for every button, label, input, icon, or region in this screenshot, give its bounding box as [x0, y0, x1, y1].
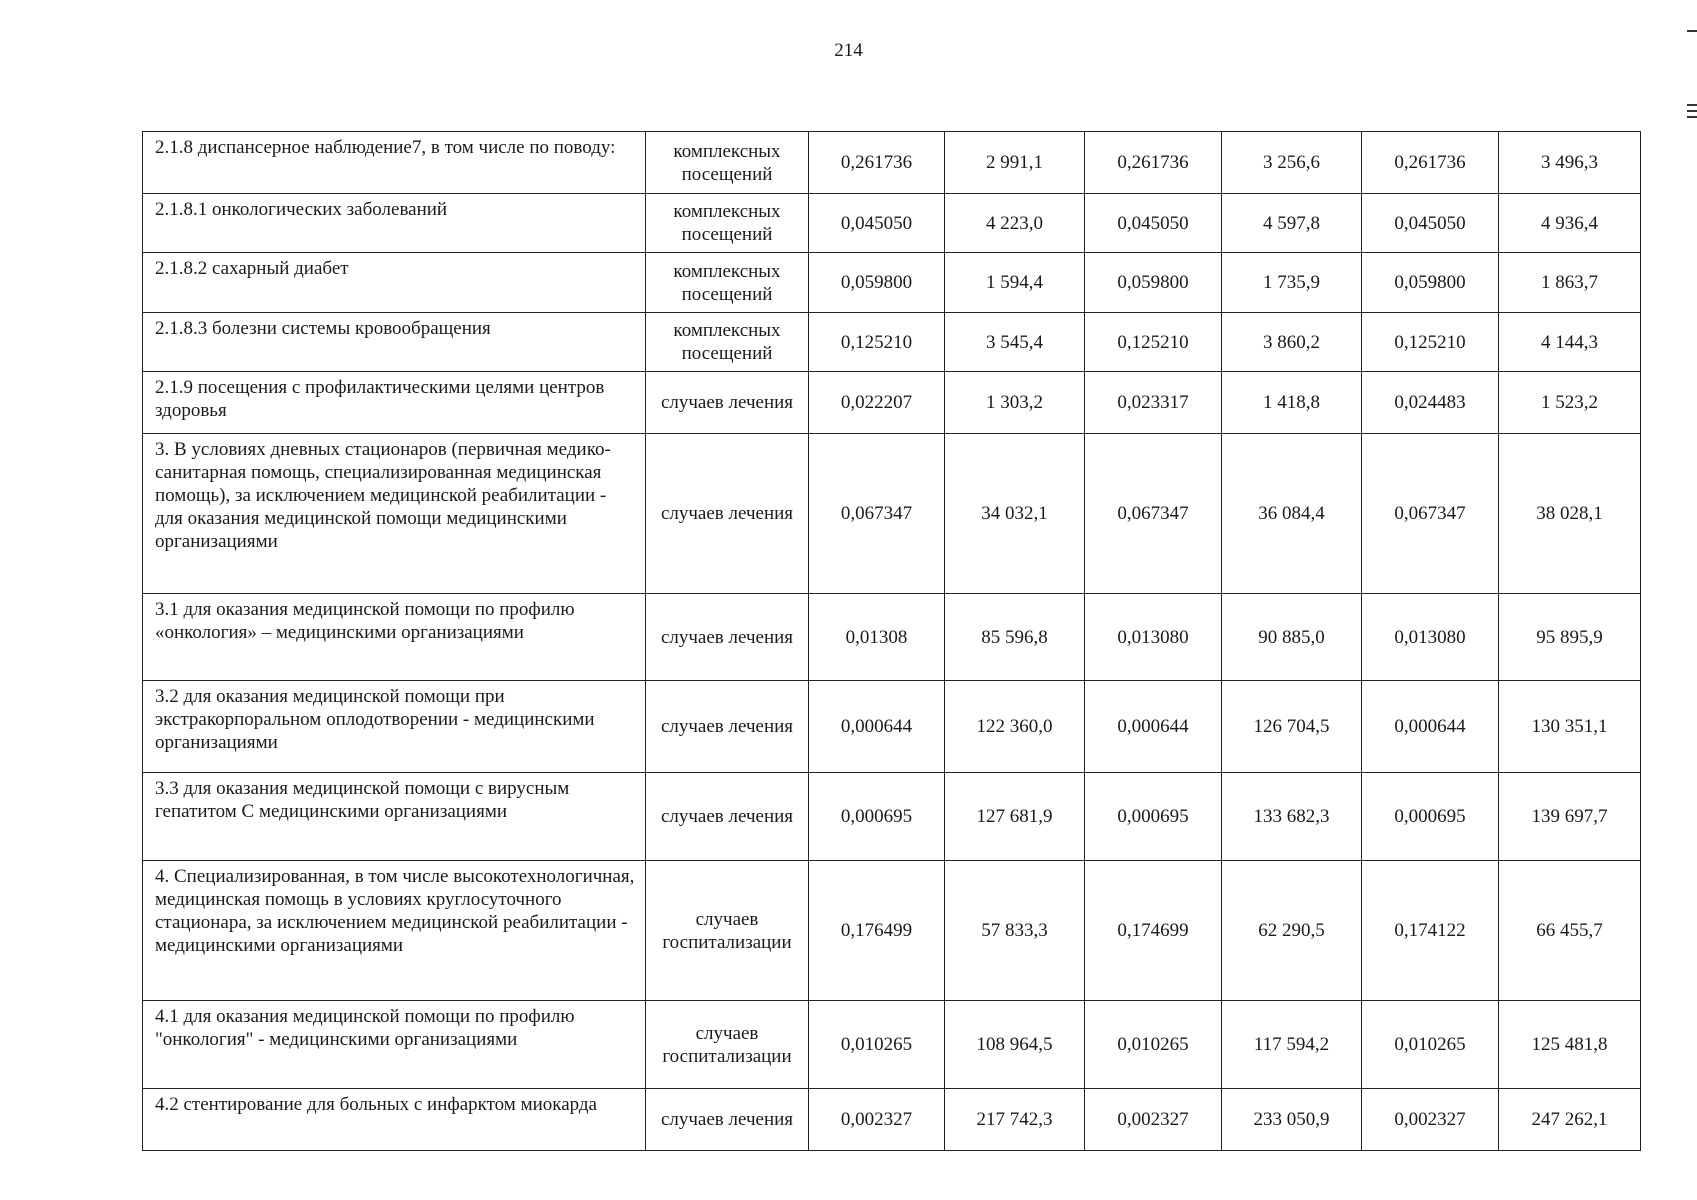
- row-unit-cell: комплексных посещений: [646, 253, 809, 313]
- row-value-cell: 36 084,4: [1222, 434, 1362, 594]
- table-row: [143, 1089, 1641, 1151]
- edge-mark: [1687, 30, 1697, 32]
- row-value-cell: 1 735,9: [1222, 253, 1362, 313]
- row-value-cell: 66 455,7: [1499, 861, 1641, 1001]
- table-row: [143, 132, 1641, 194]
- row-unit-cell: комплексных посещений: [646, 194, 809, 253]
- row-value-cell: 0,01308: [809, 594, 945, 681]
- row-unit-cell: случаев госпитализации: [646, 1001, 809, 1089]
- row-value-cell: 133 682,3: [1222, 773, 1362, 861]
- row-value-cell: 0,067347: [809, 434, 945, 594]
- row-value-cell: 4 144,3: [1499, 313, 1641, 372]
- row-value-cell: 0,002327: [809, 1089, 945, 1151]
- row-value-cell: 1 303,2: [945, 372, 1085, 434]
- row-value-cell: 0,067347: [1362, 434, 1499, 594]
- row-name-cell: 3.1 для оказания медицинской помощи по профилю «онкология» – медицинскими организациями: [143, 594, 646, 681]
- row-value-cell: 0,176499: [809, 861, 945, 1001]
- row-value-cell: 0,125210: [809, 313, 945, 372]
- row-value-cell: 217 742,3: [945, 1089, 1085, 1151]
- row-value-cell: 3 860,2: [1222, 313, 1362, 372]
- row-value-cell: 0,045050: [1085, 194, 1222, 253]
- row-name-cell: 3.3 для оказания медицинской помощи с вирусным гепатитом С медицинскими организациями: [143, 773, 646, 861]
- row-value-cell: 0,059800: [1362, 253, 1499, 313]
- row-name-cell: 2.1.8.2 сахарный диабет: [143, 253, 646, 313]
- row-unit-cell: случаев лечения: [646, 372, 809, 434]
- row-value-cell: 38 028,1: [1499, 434, 1641, 594]
- page-number: 214: [834, 40, 863, 61]
- row-value-cell: 1 523,2: [1499, 372, 1641, 434]
- row-value-cell: 0,010265: [809, 1001, 945, 1089]
- row-value-cell: 122 360,0: [945, 681, 1085, 773]
- row-unit-cell: случаев лечения: [646, 1089, 809, 1151]
- row-name-cell: 4. Специализированная, в том числе высокотехнологичная, медицинская помощь в условиях круглосуточного стационара, за исключением медицинской реабилитации - медицинскими организациями: [143, 861, 646, 1001]
- row-value-cell: 0,024483: [1362, 372, 1499, 434]
- row-value-cell: 108 964,5: [945, 1001, 1085, 1089]
- row-value-cell: 3 545,4: [945, 313, 1085, 372]
- row-value-cell: 57 833,3: [945, 861, 1085, 1001]
- row-name-cell: 2.1.9 посещения с профилактическими целями центров здоровья: [143, 372, 646, 434]
- row-value-cell: 0,002327: [1085, 1089, 1222, 1151]
- row-value-cell: 0,059800: [1085, 253, 1222, 313]
- row-name-cell: 4.1 для оказания медицинской помощи по профилю "онкология" - медицинскими организациями: [143, 1001, 646, 1089]
- row-value-cell: 0,023317: [1085, 372, 1222, 434]
- table-row: [143, 313, 1641, 372]
- row-unit-cell: случаев госпитализации: [646, 861, 809, 1001]
- row-name-cell: 3.2 для оказания медицинской помощи при экстракорпоральном оплодотворении - медицинскими организациями: [143, 681, 646, 773]
- row-name-cell: 4.2 стентирование для больных с инфарктом миокарда: [143, 1089, 646, 1151]
- row-value-cell: 0,000644: [1362, 681, 1499, 773]
- row-name-cell: 3. В условиях дневных стационаров (первичная медико-санитарная помощь, специализированная медицинская помощь), за исключением медицинской реабилитации - для оказания медицинской помощи медицинскими организациями: [143, 434, 646, 594]
- row-value-cell: 125 481,8: [1499, 1001, 1641, 1089]
- row-unit-cell: случаев лечения: [646, 773, 809, 861]
- row-value-cell: 4 223,0: [945, 194, 1085, 253]
- table-row: [143, 253, 1641, 313]
- data-table: [142, 131, 1641, 1151]
- row-value-cell: 0,000695: [1085, 773, 1222, 861]
- row-value-cell: 2 991,1: [945, 132, 1085, 194]
- table-row: [143, 773, 1641, 861]
- table-row: [143, 681, 1641, 773]
- row-value-cell: 127 681,9: [945, 773, 1085, 861]
- row-value-cell: 0,000695: [1362, 773, 1499, 861]
- row-value-cell: 0,000695: [809, 773, 945, 861]
- row-value-cell: 4 597,8: [1222, 194, 1362, 253]
- row-name-cell: 2.1.8.3 болезни системы кровообращения: [143, 313, 646, 372]
- row-value-cell: 90 885,0: [1222, 594, 1362, 681]
- row-unit-cell: комплексных посещений: [646, 132, 809, 194]
- row-value-cell: 0,067347: [1085, 434, 1222, 594]
- row-unit-cell: случаев лечения: [646, 434, 809, 594]
- row-value-cell: 95 895,9: [1499, 594, 1641, 681]
- row-value-cell: 85 596,8: [945, 594, 1085, 681]
- row-value-cell: 1 594,4: [945, 253, 1085, 313]
- table-row: [143, 861, 1641, 1001]
- row-unit-cell: комплексных посещений: [646, 313, 809, 372]
- row-value-cell: 130 351,1: [1499, 681, 1641, 773]
- row-value-cell: 117 594,2: [1222, 1001, 1362, 1089]
- edge-mark: [1687, 116, 1697, 118]
- row-value-cell: 0,125210: [1085, 313, 1222, 372]
- row-value-cell: 4 936,4: [1499, 194, 1641, 253]
- row-value-cell: 0,013080: [1085, 594, 1222, 681]
- row-value-cell: 0,059800: [809, 253, 945, 313]
- table-row: [143, 372, 1641, 434]
- row-value-cell: 0,261736: [1085, 132, 1222, 194]
- row-value-cell: 0,045050: [809, 194, 945, 253]
- row-value-cell: 0,000644: [809, 681, 945, 773]
- row-value-cell: 0,010265: [1362, 1001, 1499, 1089]
- row-name-cell: 2.1.8.1 онкологических заболеваний: [143, 194, 646, 253]
- row-value-cell: 1 418,8: [1222, 372, 1362, 434]
- table-row: [143, 434, 1641, 594]
- row-value-cell: 1 863,7: [1499, 253, 1641, 313]
- row-value-cell: 0,261736: [1362, 132, 1499, 194]
- row-value-cell: 139 697,7: [1499, 773, 1641, 861]
- row-unit-cell: случаев лечения: [646, 594, 809, 681]
- edge-mark: [1687, 110, 1697, 112]
- table-row: [143, 194, 1641, 253]
- row-value-cell: 0,022207: [809, 372, 945, 434]
- edge-mark: [1687, 104, 1697, 106]
- row-value-cell: 0,174699: [1085, 861, 1222, 1001]
- row-value-cell: 0,013080: [1362, 594, 1499, 681]
- row-value-cell: 0,174122: [1362, 861, 1499, 1001]
- row-value-cell: 3 496,3: [1499, 132, 1641, 194]
- row-value-cell: 34 032,1: [945, 434, 1085, 594]
- row-value-cell: 247 262,1: [1499, 1089, 1641, 1151]
- row-value-cell: 0,000644: [1085, 681, 1222, 773]
- table-body: [143, 132, 1641, 1151]
- row-value-cell: 62 290,5: [1222, 861, 1362, 1001]
- row-value-cell: 3 256,6: [1222, 132, 1362, 194]
- table-row: [143, 594, 1641, 681]
- row-value-cell: 0,261736: [809, 132, 945, 194]
- row-value-cell: 233 050,9: [1222, 1089, 1362, 1151]
- row-unit-cell: случаев лечения: [646, 681, 809, 773]
- row-name-cell: 2.1.8 диспансерное наблюдение7, в том числе по поводу:: [143, 132, 646, 194]
- row-value-cell: 0,045050: [1362, 194, 1499, 253]
- row-value-cell: 0,125210: [1362, 313, 1499, 372]
- row-value-cell: 0,010265: [1085, 1001, 1222, 1089]
- row-value-cell: 0,002327: [1362, 1089, 1499, 1151]
- table-row: [143, 1001, 1641, 1089]
- row-value-cell: 126 704,5: [1222, 681, 1362, 773]
